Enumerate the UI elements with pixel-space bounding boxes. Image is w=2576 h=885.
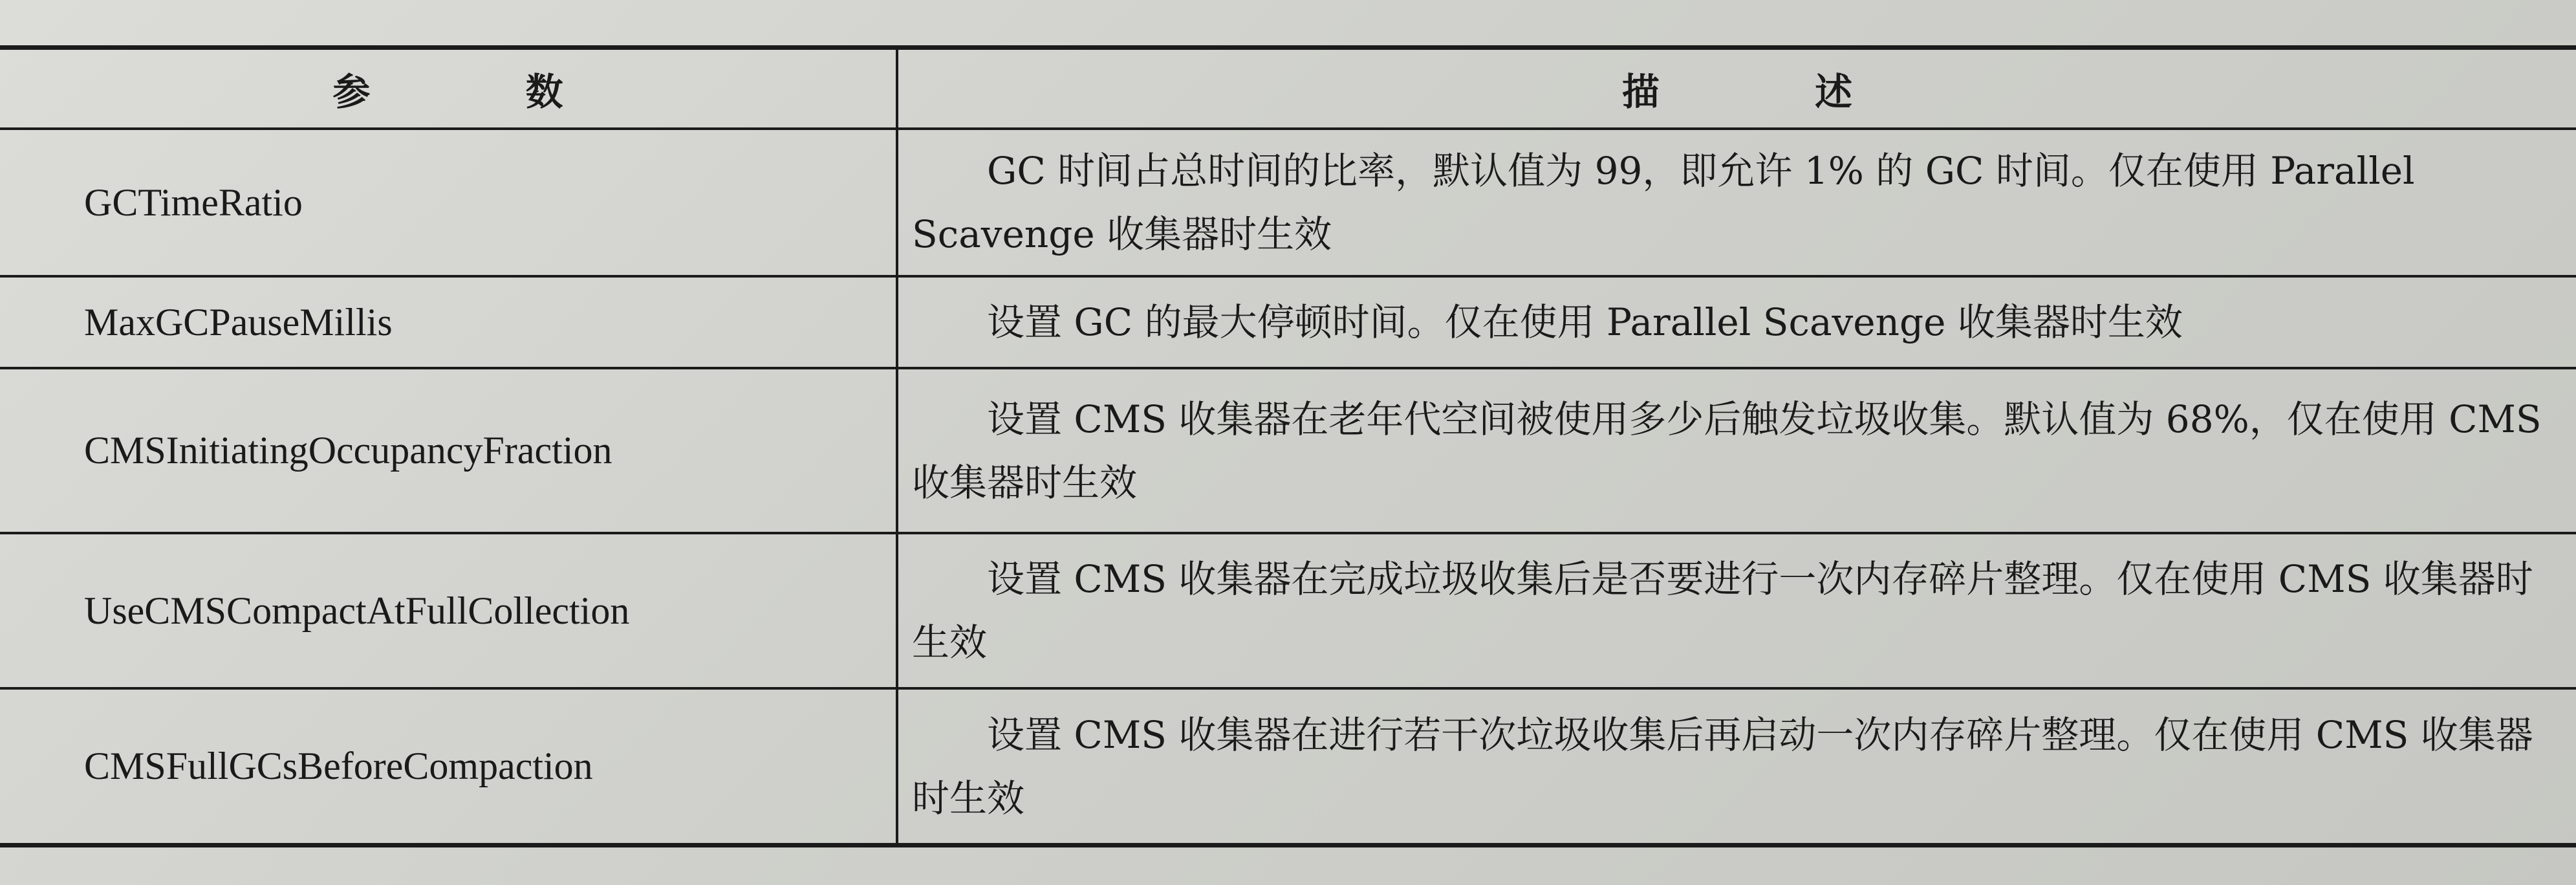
table-row	[0, 278, 2576, 369]
header-desc: 描 述	[1621, 70, 1924, 114]
desc-text: 设置 GC 的最大停顿时间。仅在使用 Parallel Scavenge 收集器时生效	[987, 300, 2183, 344]
param-cell: CMSInitiatingOccupancyFraction	[84, 429, 612, 472]
desc-cell	[912, 130, 2561, 275]
desc-cell	[912, 278, 2561, 367]
param-cell: MaxGCPauseMillis	[84, 300, 393, 344]
desc-text: GC 时间占总时间的比率，默认值为 99，即允许 1% 的 GC 时间。仅在使用 Parallel Scavenge 收集器时生效	[912, 149, 2427, 256]
header-param: 参 数	[332, 70, 634, 114]
param-cell: CMSFullGCsBeforeCompaction	[84, 745, 593, 787]
table-row	[0, 690, 2576, 843]
table-row	[0, 534, 2576, 690]
desc-cell	[912, 369, 2561, 532]
table-row	[0, 130, 2576, 278]
desc-text: 设置 CMS 收集器在老年代空间被使用多少后触发垃圾收集。默认值为 68%，仅在使用 CMS 收集器时生效	[912, 397, 2554, 505]
desc-text: 设置 CMS 收集器在进行若干次垃圾收集后再启动一次内存碎片整理。仅在使用 CMS 收集器时生效	[912, 712, 2533, 820]
param-cell: UseCMSCompactAtFullCollection	[84, 589, 630, 632]
param-cell: GCTimeRatio	[84, 180, 303, 224]
table-top-rule	[0, 45, 2576, 50]
desc-cell	[912, 534, 2561, 687]
table-row	[0, 369, 2576, 534]
table-bottom-rule	[0, 843, 2576, 847]
desc-text: 设置 CMS 收集器在完成垃圾收集后是否要进行一次内存碎片整理。仅在使用 CMS 收集器时生效	[912, 557, 2533, 664]
table-header	[0, 50, 2576, 130]
desc-cell	[912, 690, 2561, 843]
